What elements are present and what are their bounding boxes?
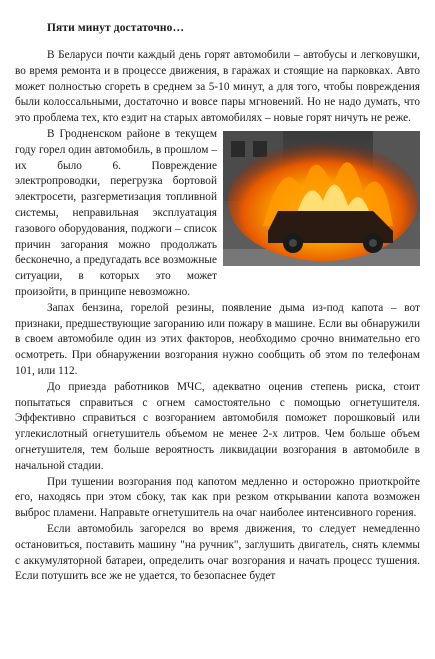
paragraph-1: В Беларуси почти каждый день горят автомобили – автобусы и легковушки, во время ремонта и в процессе движения, в гаражах и стоящие на парковках. Авто может полностью сгореть в среднем за 5-10 минут, а для того, чтобы повреждения были колоссальными, достаточно и вовсе пары мгновений. Но не надо думать, что это проблема тех, кто ездит на старых автомобилях – новые горят ничуть не реже. [15, 49, 420, 125]
paragraph-5: При тушении возгорания под капотом медленно и осторожно приоткройте его, находясь при этом сбоку, так как при резком открывании капота возможен выброс пламени. Направьте огнетушитель на очаг наиболее интенсивного горения. [15, 475, 420, 520]
paragraph-4: До приезда работников МЧС, адекватно оценив степень риска, стоит попытаться справиться с огнем самостоятельно с помощью огнетушителя. Эффективно справиться с возгоранием автомобиля поможет порошковый или углекислотный огнетушитель объемом не менее 2-х литров. Чем больше объем огнетушителя, тем больше вероятность ликвидации возгорания в автомобиле в начальной стадии. [15, 380, 420, 472]
burning-car-image [223, 131, 420, 266]
paragraph-3: Запах бензина, горелой резины, появление дыма из-под капота – вот признаки, предшествующие загоранию или пожару в машине. Если вы обнаружили в своем автомобиле один из этих факторов, необходимо срочно внимательно его осмотреть. При обнаружении возгорания нужно сообщить об этом по телефонам 101, или 112. [15, 301, 420, 377]
paragraph-6: Если автомобиль загорелся во время движения, то следует немедленно остановиться, поставить машину "на ручник", заглушить двигатель, снять клеммы с аккумуляторной батареи, определить очаг возгорания и начать процесс тушения. Если потушить все же не удается, то безопаснее будет [15, 522, 420, 583]
article-title: Пяти минут достаточно… [47, 22, 185, 34]
burning-car-photo [223, 131, 420, 266]
article-body [15, 48, 420, 585]
paragraph-2: В Гродненском районе в текущем году горел один автомобиль, в прошлом – их было 6. Повреждение электропроводки, перегрузка бортовой электросети, разгерметизация топливной системы, неправильная эксплуатация газового оборудования, поджоги – список причин загорания можно продолжать бесконечно, а предугадать все возможные ситуации, в которых это может произойти, в принципе невозможно. [15, 127, 217, 298]
